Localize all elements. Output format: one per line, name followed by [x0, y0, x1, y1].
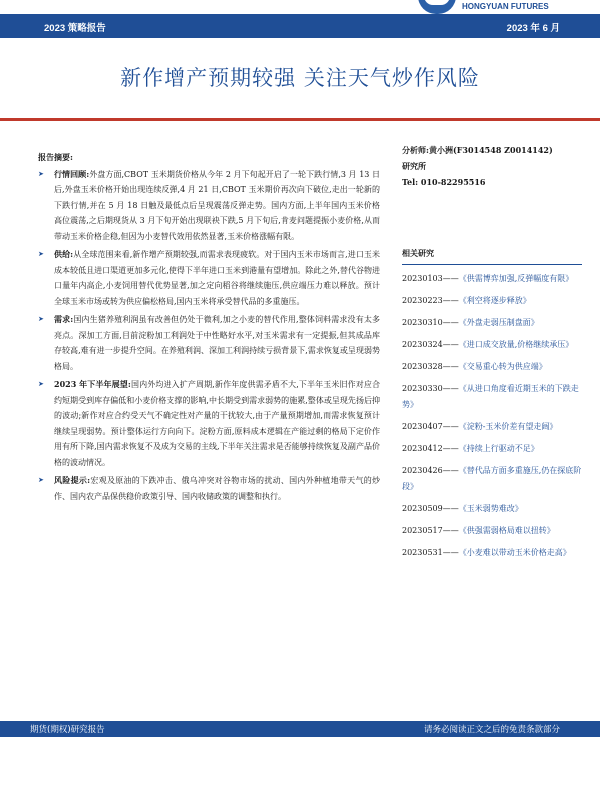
bullet-arrow-icon: ➤ [38, 315, 44, 323]
bullet-arrow-icon: ➤ [38, 250, 44, 258]
related-research-heading: 相关研究 [402, 246, 582, 265]
related-research-item[interactable] [402, 419, 582, 435]
summary-item-key: 行情回顾: [54, 168, 90, 179]
bullet-arrow-icon: ➤ [38, 476, 44, 484]
bullet-arrow-icon: ➤ [38, 380, 44, 388]
related-research-item[interactable] [402, 359, 582, 375]
summary-item [38, 377, 380, 470]
summary-item [38, 473, 380, 504]
related-research-title[interactable]: 《从进口角度看近期玉米的下跌走势》 [402, 384, 579, 409]
report-date: 2023 年 6 月 [506, 23, 560, 34]
footer-bar [0, 721, 600, 737]
related-research-item[interactable] [402, 441, 582, 457]
related-research-title[interactable]: 《交易重心转为供应端》 [458, 362, 547, 371]
logo-text: HONGYUAN FUTURES [462, 2, 549, 11]
summary-item-text: 外盘方面,CBOT 玉米期货价格从今年 2 月下旬起开启了一轮下跌行情,3 月 13 日后,外盘玉米价格开始出现连续反弹,4 月 21 日,CBOT 玉米期价再次向下破位,走出一轮新的下跌行情,并在 5 月 18 日触及最低点后呈现震荡反弹走势。国内方面,上半年国内玉米价格高位震荡,之后期现货从 3 月下旬开始出现联袂下跌,5 月下旬后,肯麦问题提振小麦价格,从而带动玉米价格企稳,但因为小麦替代效用依然显著,玉米价格涨幅有限。 [54, 169, 381, 241]
related-research-title[interactable]: 《替代品方面多重施压,仍在探底阶段》 [402, 466, 582, 491]
related-research-title[interactable]: 《淀粉-玉米价差有望走阔》 [458, 422, 558, 431]
related-research-item[interactable] [402, 523, 582, 539]
related-research-item[interactable] [402, 271, 582, 287]
header-bar [0, 14, 600, 38]
related-research-date: 20230407—— [402, 422, 459, 431]
related-research-date: 20230330—— [402, 384, 459, 393]
related-research-date: 20230412—— [402, 444, 459, 453]
summary-item [38, 312, 380, 374]
related-research-title[interactable]: 《利空将逐步释放》 [458, 296, 531, 305]
sidebar [402, 142, 582, 567]
related-research-title[interactable]: 《玉米弱势难改》 [458, 504, 523, 513]
summary-item [38, 167, 380, 245]
title-divider [0, 118, 600, 121]
related-research-item[interactable] [402, 545, 582, 561]
summary-list [38, 167, 380, 505]
related-research-title[interactable]: 《供强需弱格局难以扭转》 [458, 526, 555, 535]
related-research-title[interactable]: 《供需博弈加强,反弹幅度有限》 [458, 274, 574, 283]
related-research-date: 20230310—— [402, 318, 459, 327]
related-research-item[interactable] [402, 501, 582, 517]
related-research-date: 20230223—— [402, 296, 459, 305]
related-research-title[interactable]: 《进口成交放量,价格继续承压》 [458, 340, 574, 349]
company-logo [402, 0, 600, 14]
related-research-title[interactable]: 《外盘走弱压制盘面》 [458, 318, 539, 327]
related-research-date: 20230509—— [402, 504, 459, 513]
related-research-item[interactable] [402, 381, 582, 413]
footer-disclaimer: 请务必阅读正文之后的免责条款部分 [423, 725, 560, 735]
related-research-date: 20230517—— [402, 526, 459, 535]
summary-item-key: 2023 年下半年展望: [54, 379, 131, 389]
related-research-item[interactable] [402, 293, 582, 309]
related-research-date: 20230103—— [402, 274, 459, 283]
summary-item-text: 国内外均进入扩产周期,新作年度供需矛盾不大,下半年玉米旧作对应合约短期受到库存偏低和小麦价格支撑的影响,中长期受到需求弱势的施累,整体或呈现先扬后抑的波动;新作对应合约受天气不确定性对产量的干扰较大,由于产量预期增加,而需求恢复预计继续呈现弱势。预计整体运行方向向下。淀粉方面,原料成本逻辑在产能过剩的格局下定价作用有所下降,国内需求恢复不及成为交易的主线,下半年关注需求是否能够持续恢复及副产品价格的波动情况。 [54, 380, 380, 467]
footer-left: 期货(期权)研究报告 [30, 725, 105, 735]
bullet-arrow-icon: ➤ [38, 169, 44, 178]
summary-item-key: 供给: [54, 249, 74, 259]
analyst-dept: 研究所 [402, 161, 426, 171]
related-research-title[interactable]: 《持续上行驱动不足》 [458, 444, 539, 453]
related-research-item[interactable] [402, 337, 582, 353]
analyst-tel: Tel: 010-82295516 [402, 177, 486, 187]
related-research-date: 20230531—— [402, 548, 459, 557]
summary-item-text: 国内生猪养殖利润虽有改善但仍处于微利,加之小麦的替代作用,整体饲料需求没有太多亮点。深加工方面,目前淀粉加工利润处于中性略好水平,对玉米需求有一定提振,但其成品库存较高,难有进一步提升空间。在养殖利润、深加工利润持续亏损背景下,需求恢复或呈现弱势格局。 [54, 315, 380, 371]
logo-mark-icon [418, 0, 456, 14]
summary-item [38, 247, 380, 309]
related-research-date: 20230426—— [402, 466, 459, 475]
page-title: 新作增产预期较强 关注天气炒作风险 [120, 66, 480, 90]
report-type: 2023 策略报告 [44, 23, 106, 34]
summary-item-key: 需求: [54, 314, 74, 324]
related-research-item[interactable] [402, 463, 582, 495]
summary-item-key: 风险提示: [54, 475, 91, 485]
summary-item-text: 宏观及原油的下跌冲击、俄乌冲突对谷物市场的扰动、国内外种植地带天气的炒作、国内农产品保供稳价政策引导、国内收储政策的调整和执行。 [54, 476, 381, 501]
related-research-date: 20230328—— [402, 362, 459, 371]
related-research-item[interactable] [402, 315, 582, 331]
summary-item-text: 从全球范围来看,新作增产预期较强,而需求表现疲软。对于国内玉米市场而言,进口玉米成本较低且进口渠道更加多元化,使得下半年进口玉米到港量有望增加。除此之外,替代谷物进口量年内高企,小麦饲用替代优势显著,加之定向稻谷将继续施压,供应端压力难以释放。预计全球玉米市场或转为供应偏松格局,国内玉米将承受替代品的多重施压。 [54, 250, 381, 306]
summary-label: 报告摘要: [38, 152, 73, 162]
related-research-date: 20230324—— [402, 340, 459, 349]
summary-section [38, 150, 380, 504]
analyst-name: 分析师:黄小洲(F3014548 Z0014142) [402, 145, 553, 155]
related-research-list [402, 271, 582, 561]
related-research-title[interactable]: 《小麦难以带动玉米价格走高》 [458, 548, 571, 557]
